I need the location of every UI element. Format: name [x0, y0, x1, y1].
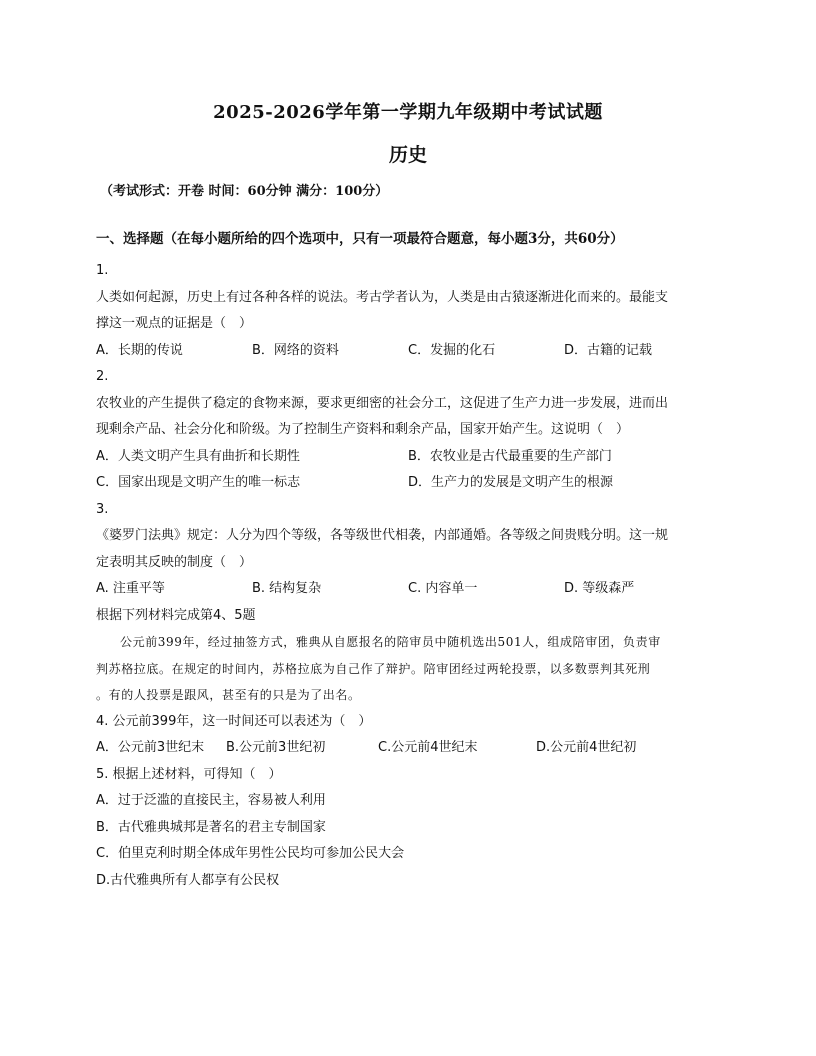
- question-number: 3.: [96, 501, 109, 517]
- question-stem: 现剩余产品、社会分化和阶级。为了控制生产资料和剩余产品，国家开始产生。这说明（ ）: [96, 422, 630, 437]
- option-row: [96, 735, 722, 762]
- option-d: D．古籍的记载: [564, 342, 653, 358]
- subject-title: 历史: [388, 144, 427, 166]
- exam-meta: （考试形式：开卷 时间：60分钟 满分：100分）: [100, 184, 389, 199]
- exam-title: 2025-2026学年第一学期九年级期中考试试题: [213, 102, 603, 123]
- option-d: D．生产力的发展是文明产生的根源: [408, 475, 614, 490]
- option-a: A．人类文明产生具有曲折和长期性: [96, 448, 300, 464]
- question-stem: 人类如何起源，历史上有过各种各样的说法。考古学者认为，人类是由古猿逐渐进化而来的。最能支: [96, 289, 669, 305]
- option-b: B．网络的资料: [252, 342, 339, 358]
- question-stem: 4. 公元前399年，这一时间还可以表述为（ ）: [96, 713, 372, 729]
- question-stem: 农牧业的产生提供了稳定的食物来源，要求更细密的社会分工，这促进了生产力进一步发展，进而出: [96, 395, 669, 411]
- option-a: A．公元前3世纪末: [96, 740, 205, 755]
- option-c: C．发掘的化石: [408, 342, 496, 358]
- option-a: A．过于泛滥的直接民主，容易被人利用: [96, 793, 326, 808]
- option-d: D.古代雅典所有人都享有公民权: [96, 872, 280, 888]
- material-line: 。有的人投票是跟风，甚至有的只是为了出名。: [96, 688, 361, 702]
- option-row: [96, 470, 722, 497]
- question-stem: 5. 根据上述材料，可得知（ ）: [96, 766, 282, 782]
- question-stem: 定表明其反映的制度（ ）: [96, 554, 253, 570]
- option-b: B. 结构复杂: [252, 581, 322, 596]
- option-a: A．长期的传说: [96, 342, 183, 358]
- option-a: A. 注重平等: [96, 581, 165, 596]
- option-row: [96, 444, 722, 471]
- option-row: [96, 338, 722, 365]
- option-d: D. 等级森严: [564, 581, 635, 596]
- question-body: [96, 258, 722, 894]
- option-b: B．农牧业是古代最重要的生产部门: [408, 448, 612, 464]
- option-c: C．国家出现是文明产生的唯一标志: [96, 475, 301, 490]
- option-c: C.公元前4世纪末: [378, 740, 478, 755]
- question-number: 2.: [96, 369, 109, 384]
- option-b: B．古代雅典城邦是著名的君主专制国家: [96, 819, 326, 835]
- material-line: 判苏格拉底。在规定的时间内，苏格拉底为自己作了辩护。陪审团经过两轮投票，以多数票判其死刑: [96, 661, 651, 676]
- option-d: D.公元前4世纪初: [536, 740, 637, 755]
- question-number: 1.: [96, 263, 109, 278]
- option-c: C．伯里克利时期全体成年男性公民均可参加公民大会: [96, 846, 405, 861]
- question-stem: 撑这一观点的证据是（ ）: [96, 316, 253, 331]
- option-row: [96, 576, 722, 603]
- option-b: B.公元前3世纪初: [226, 740, 326, 755]
- material-intro: 根据下列材料完成第4、5题: [96, 607, 256, 623]
- question-stem: 《婆罗门法典》规定：人分为四个等级，各等级世代相袭，内部通婚。各等级之间贵贱分明。这一规: [96, 528, 669, 543]
- section-heading: 一、选择题（在每小题所给的四个选项中，只有一项最符合题意，每小题3分，共60分）: [96, 231, 624, 247]
- option-c: C. 内容单一: [408, 581, 478, 596]
- material-passage: [96, 629, 722, 709]
- material-line: 公元前399年，经过抽签方式，雅典从自愿报名的陪审员中随机选出501人，组成陪审团，负责审: [120, 635, 661, 649]
